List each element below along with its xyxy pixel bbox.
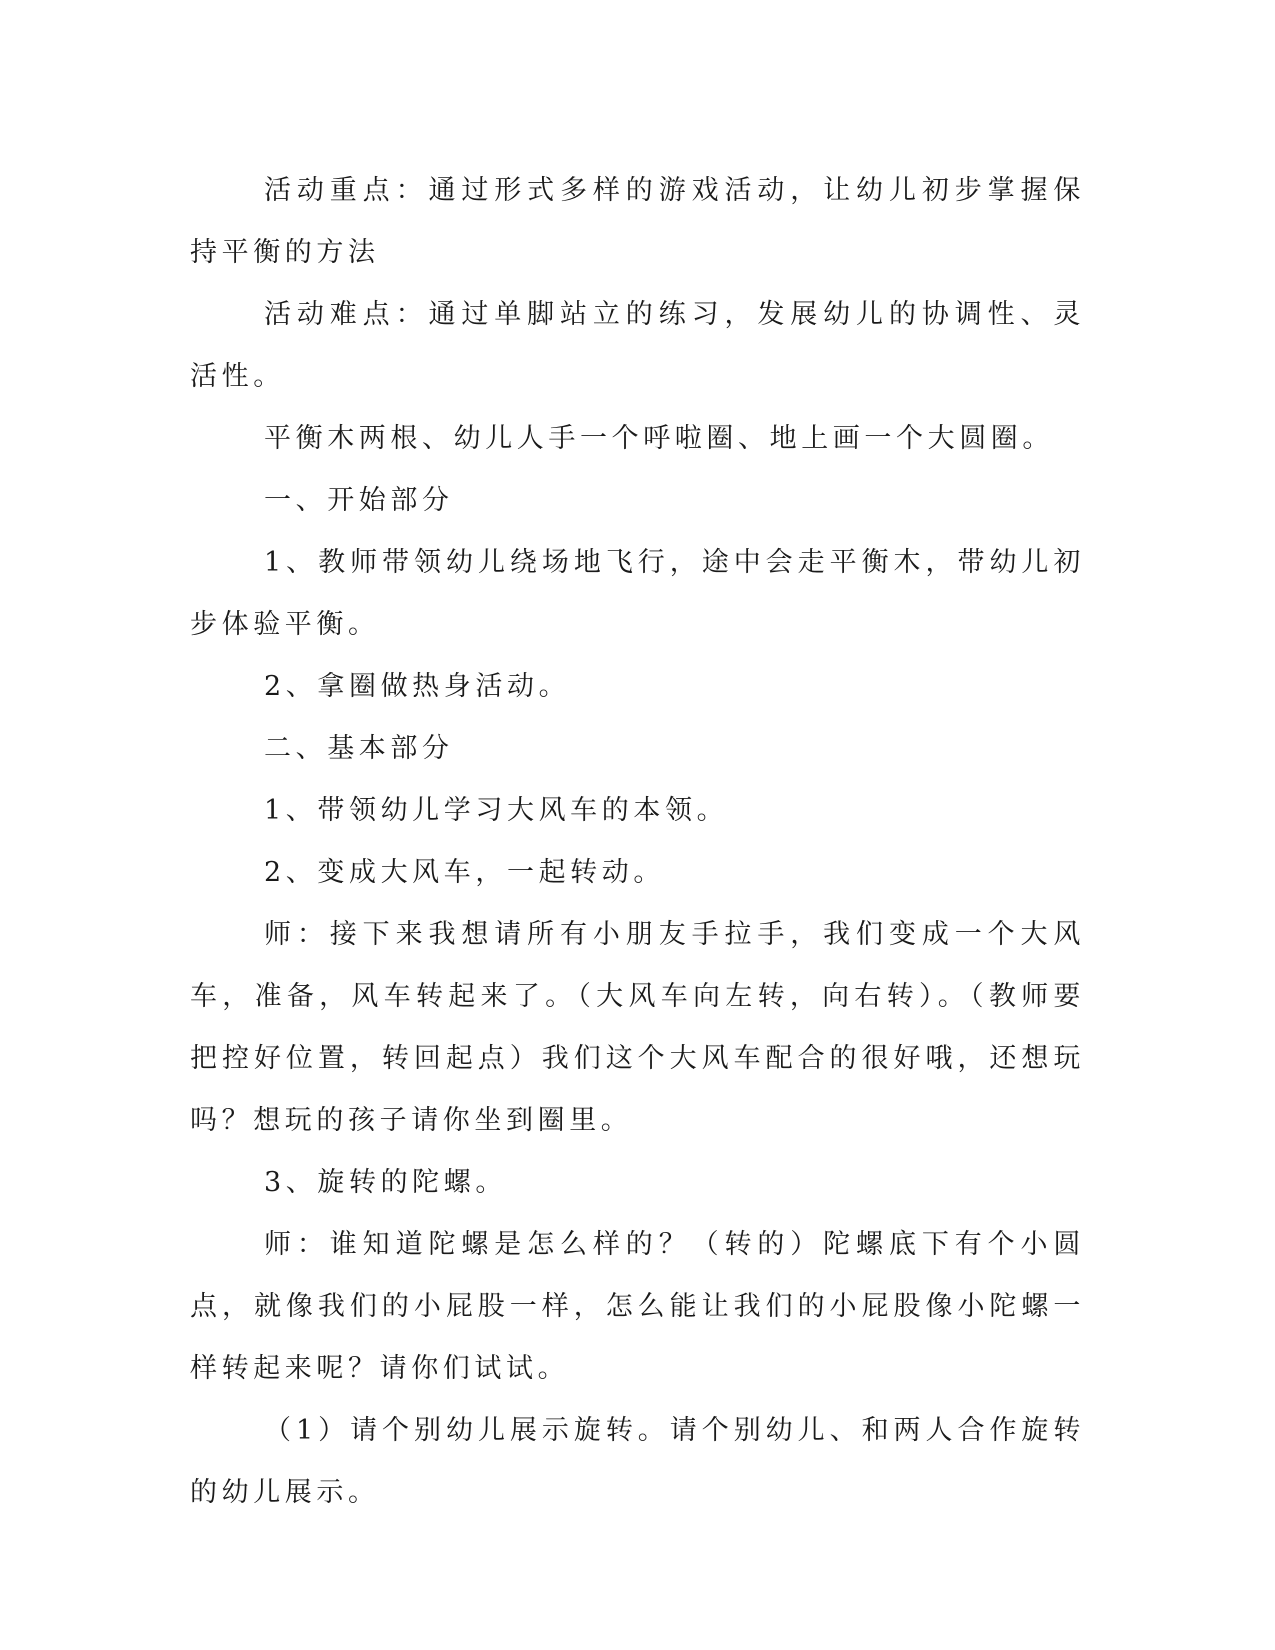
paragraph-start-step-1: 1、教师带领幼儿绕场地飞行，途中会走平衡木，带幼儿初步体验平衡。 <box>190 547 1085 640</box>
paragraph-substep-1: （1）请个别幼儿展示旋转。请个别幼儿、和两人合作旋转的幼儿展示。 <box>190 1415 1085 1508</box>
paragraph-teacher-top: 师：谁知道陀螺是怎么样的？（转的）陀螺底下有个小圆点，就像我们的小屁股一样，怎么能让我们的小屁股像小陀螺一样转起来呢？请你们试试。 <box>190 1229 1085 1384</box>
section-heading-start: 一、开始部分 <box>264 485 454 516</box>
paragraph-materials: 平衡木两根、幼儿人手一个呼啦圈、地上画一个大圆圈。 <box>264 423 1054 454</box>
paragraph-start-step-2: 2、拿圈做热身活动。 <box>264 671 571 702</box>
paragraph-basic-step-3: 3、旋转的陀螺。 <box>264 1167 507 1198</box>
paragraph-activity-difficulty: 活动难点：通过单脚站立的练习，发展幼儿的协调性、灵活性。 <box>190 299 1085 392</box>
section-heading-basic: 二、基本部分 <box>264 733 454 764</box>
document-body <box>190 160 1085 1524</box>
paragraph-basic-step-2: 2、变成大风车，一起转动。 <box>264 857 665 888</box>
paragraph-activity-focus: 活动重点：通过形式多样的游戏活动，让幼儿初步掌握保持平衡的方法 <box>190 175 1085 268</box>
paragraph-basic-step-1: 1、带领幼儿学习大风车的本领。 <box>264 795 729 826</box>
paragraph-teacher-windmill: 师：接下来我想请所有小朋友手拉手，我们变成一个大风车，准备，风车转起来了。（大风车向左转，向右转）。（教师要把控好位置，转回起点）我们这个大风车配合的很好哦，还想玩吗？想玩的孩子请你坐到圈里。 <box>190 919 1085 1136</box>
